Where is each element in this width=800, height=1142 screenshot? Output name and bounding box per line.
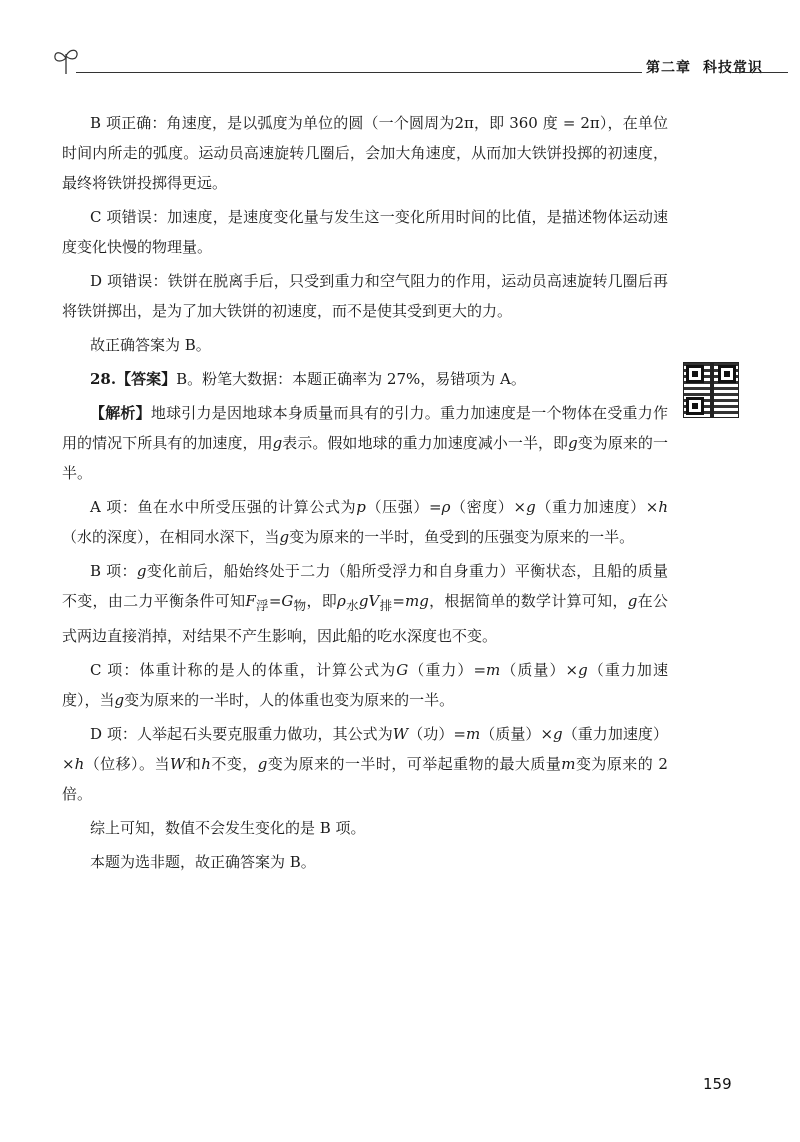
text-run: D 项：人举起石头要克服重力做功，其公式为 bbox=[90, 725, 393, 743]
qr-code-icon[interactable] bbox=[683, 362, 739, 418]
symbol: g bbox=[553, 725, 563, 743]
option-b-paragraph bbox=[62, 556, 668, 651]
text-run: ，根据简单的数学计算可知， bbox=[428, 592, 628, 610]
symbol: W bbox=[169, 755, 186, 773]
text-run: A 项：鱼在水中所受压强的计算公式为 bbox=[90, 498, 357, 516]
section-name: 科技常识 bbox=[703, 60, 763, 76]
text-run: （重力加速度）× bbox=[62, 725, 668, 773]
symbol: h bbox=[201, 755, 211, 773]
symbol: g bbox=[578, 661, 588, 679]
header-rule-right bbox=[732, 72, 788, 73]
text-run: （功）= bbox=[408, 725, 466, 743]
text-run: 不变， bbox=[210, 755, 258, 773]
qr-finder-pattern bbox=[686, 365, 704, 383]
subscript: 浮 bbox=[255, 598, 269, 613]
symbol: g bbox=[568, 434, 578, 452]
symbol: G bbox=[281, 592, 294, 610]
text-run: B 项： bbox=[90, 562, 137, 580]
symbol: G bbox=[396, 661, 409, 679]
symbol: g bbox=[526, 498, 536, 516]
paragraph: C 项错误：加速度，是速度变化量与发生这一变化所用时间的比值，是描述物体运动速度变化快慢的物理量。 bbox=[62, 208, 668, 256]
answer-label: 28.【答案】 bbox=[90, 370, 177, 388]
symbol: F bbox=[245, 592, 256, 610]
symbol: g bbox=[136, 562, 147, 580]
analysis-label: 【解析】 bbox=[90, 404, 151, 422]
symbol: m bbox=[486, 661, 501, 679]
subscript: 排 bbox=[379, 598, 393, 613]
symbol: h bbox=[74, 755, 85, 773]
text-run: （质量）× bbox=[480, 725, 554, 743]
page-number: 159 bbox=[703, 1075, 732, 1093]
header-rule bbox=[76, 72, 642, 73]
text-run: （密度）× bbox=[450, 498, 527, 516]
qr-finder-pattern bbox=[718, 365, 736, 383]
page-body bbox=[62, 108, 668, 881]
text-run: （重力加速度），当 bbox=[62, 661, 668, 709]
symbol: W bbox=[392, 725, 409, 743]
paragraph: D 项错误：铁饼在脱离手后，只受到重力和空气阻力的作用，运动员高速旋转几圈后再将铁饼掷出，是为了加大铁饼的初速度，而不是使其受到更大的力。 bbox=[62, 272, 668, 320]
option-a-paragraph bbox=[62, 492, 668, 552]
text-run: （位移）。当 bbox=[84, 755, 170, 773]
answer-text: B。粉笔大数据：本题正确率为 27%，易错项为 A。 bbox=[176, 370, 526, 388]
text-run: （重力加速度）× bbox=[535, 498, 659, 516]
text-run: 和 bbox=[185, 755, 202, 773]
paragraph: 综上可知，数值不会发生变化的是 B 项。 bbox=[90, 819, 366, 837]
text-run: 变为原来的一半时，人的体重也变为原来的一半。 bbox=[124, 691, 455, 709]
text-run: C 项：体重计称的是人的体重，计算公式为 bbox=[90, 661, 397, 679]
symbol: m bbox=[561, 755, 576, 773]
text-run: 在公式两边直接消掉，对结果不产生影响，因此船的吃水深度也不变。 bbox=[62, 592, 668, 645]
symbol: g bbox=[627, 592, 638, 610]
paragraph: 本题为选非题，故正确答案为 B。 bbox=[90, 853, 316, 871]
symbol: gV bbox=[358, 592, 380, 610]
symbol: m bbox=[465, 725, 481, 743]
text-run: 变为原来的一半。 bbox=[62, 434, 668, 482]
text-run: 变为原来的一半时，鱼受到的压强变为原来的一半。 bbox=[289, 528, 635, 546]
symbol: ρ bbox=[441, 498, 451, 516]
text-run: 表示。假如地球的重力加速度减小一半，即 bbox=[282, 434, 569, 452]
analysis-paragraph bbox=[62, 398, 668, 488]
symbol: h bbox=[658, 498, 668, 516]
symbol: p bbox=[356, 498, 366, 516]
text-run: （重力）= bbox=[408, 661, 487, 679]
text-run: 变为原来的一半时，可举起重物的最大质量 bbox=[267, 755, 562, 773]
text-run: 变化前后，船始终处于二力（船所受浮力和自身重力）平衡状态，且船的质量不变，由二力平衡条件可知 bbox=[62, 562, 668, 610]
qr-finder-pattern bbox=[686, 397, 704, 415]
paragraph: B 项正确：角速度，是以弧度为单位的圆（一个圆周为2π，即 360 度 = 2π），在单位时间内所走的弧度。运动员高速旋转几圈后，会加大角速度，从而加大铁饼投掷的初速度，最终将铁饼投掷得更远。 bbox=[62, 114, 668, 192]
text-run: （水的深度），在相同水深下，当 bbox=[62, 528, 280, 546]
symbol: g bbox=[272, 434, 283, 452]
answer-line bbox=[62, 364, 668, 394]
text-run: ，即 bbox=[306, 592, 338, 610]
text-run: 变为原来的 2 倍。 bbox=[62, 755, 668, 803]
chapter-title bbox=[646, 57, 763, 77]
symbol: g bbox=[114, 691, 125, 709]
chapter-number: 第二章 bbox=[646, 60, 691, 76]
symbol: g bbox=[257, 755, 268, 773]
text-run: 地球引力是因地球本身质量而具有的引力。重力加速度是一个物体在受重力作用的情况下所具有的加速度，用 bbox=[62, 404, 668, 452]
option-c-paragraph bbox=[62, 655, 668, 715]
page-header bbox=[52, 44, 788, 84]
text-run: （压强）= bbox=[365, 498, 442, 516]
subscript: 物 bbox=[293, 598, 307, 613]
symbol: g bbox=[279, 528, 290, 546]
text-run: （质量）× bbox=[500, 661, 579, 679]
text-run: = bbox=[268, 592, 282, 610]
subscript: 水 bbox=[345, 598, 359, 613]
option-d-paragraph bbox=[62, 719, 668, 809]
symbol: ρ bbox=[337, 592, 346, 610]
paragraph: 故正确答案为 B。 bbox=[90, 336, 211, 354]
symbol: =mg bbox=[392, 592, 429, 610]
